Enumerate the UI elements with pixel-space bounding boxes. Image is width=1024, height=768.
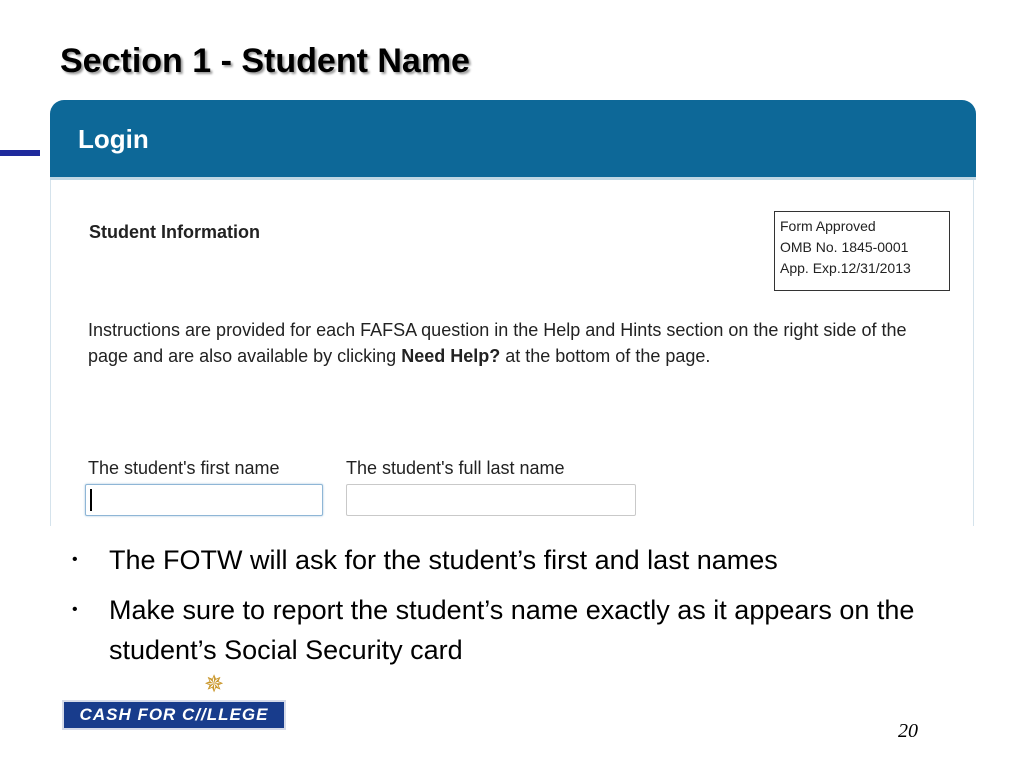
accent-bar	[0, 150, 40, 156]
omb-line-2: OMB No. 1845-0001	[780, 239, 909, 255]
instructions-before: Instructions are provided for each FAFSA question in the Help and Hints section on the right side of the page and are also available by clicking	[88, 320, 907, 366]
first-name-input[interactable]	[85, 484, 323, 516]
omb-line-3: App. Exp.12/31/2013	[780, 260, 911, 276]
starburst-icon: ✵	[204, 671, 225, 698]
section-label: Student Information	[89, 222, 260, 242]
bullet-list	[72, 540, 972, 680]
last-name-label: The student's full last name	[346, 458, 565, 478]
bullet-item	[72, 540, 972, 580]
bullet-text: Make sure to report the student’s name exactly as it appears on the student’s Social Security card	[109, 595, 915, 665]
bullet-dot-icon: •	[72, 551, 78, 568]
bullet-item	[72, 590, 972, 670]
bullet-dot-icon: •	[72, 601, 78, 618]
text-caret	[90, 489, 92, 511]
login-panel	[50, 100, 976, 526]
omb-line-1: Form Approved	[780, 218, 876, 234]
panel-header	[50, 100, 976, 180]
logo-text: CASH FOR C//LLEGE	[62, 700, 286, 730]
bullet-text: The FOTW will ask for the student’s first and last names	[109, 545, 778, 575]
panel-header-title: Login	[78, 124, 149, 154]
last-name-input[interactable]	[346, 484, 636, 516]
omb-approval-box	[774, 211, 950, 291]
need-help-link[interactable]: Need Help?	[401, 346, 501, 366]
page-number: 20	[898, 720, 918, 742]
instructions-after: at the bottom of the page.	[500, 346, 711, 366]
instructions-text	[88, 317, 938, 369]
slide-title: Section 1 - Student Name	[60, 42, 470, 80]
panel-body	[50, 180, 974, 526]
first-name-label: The student's first name	[88, 458, 280, 478]
cash-for-college-logo	[62, 672, 288, 732]
